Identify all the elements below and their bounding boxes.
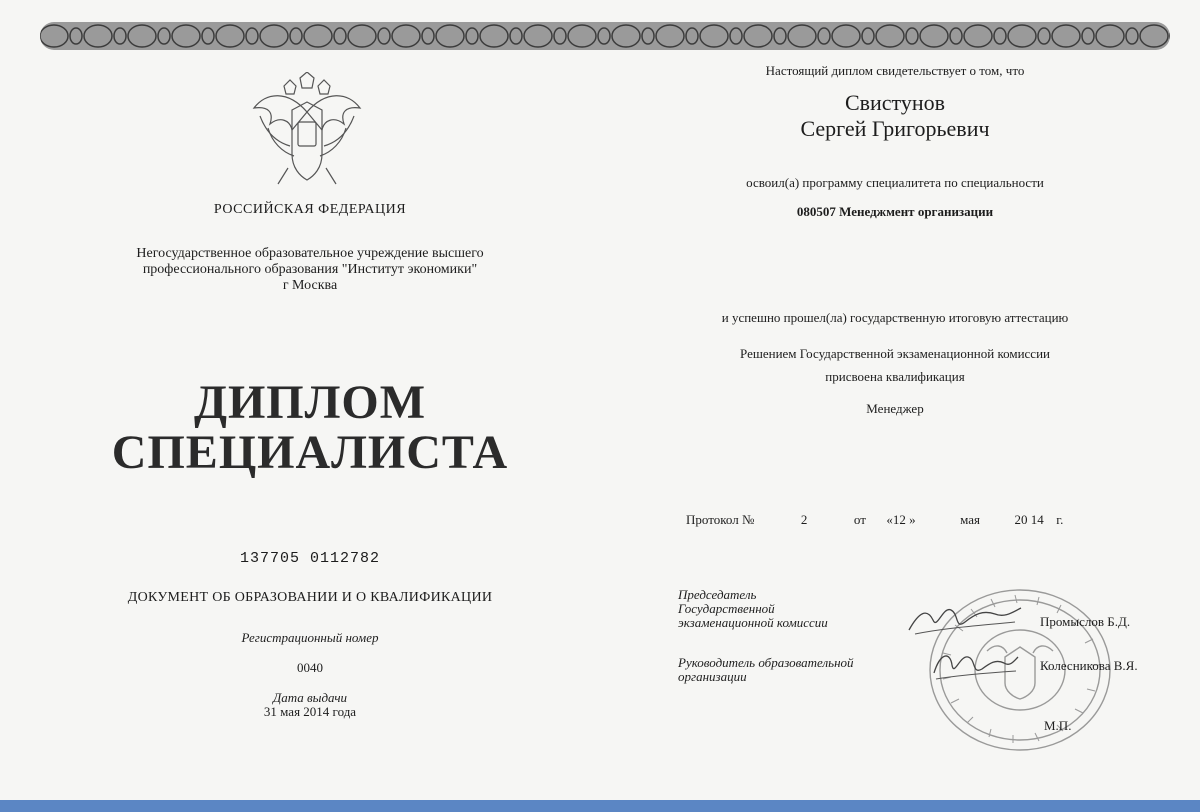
border-ornament	[774, 28, 786, 44]
serial-number: 137705 0112782	[239, 550, 381, 567]
border-ornament	[832, 25, 860, 47]
chair-signature	[905, 600, 1025, 640]
border-ornament	[906, 28, 918, 44]
decorative-border	[40, 22, 1170, 50]
border-ornament	[788, 25, 816, 47]
border-ornament	[1052, 25, 1080, 47]
border-ornament	[466, 28, 478, 44]
border-ornament	[994, 28, 1006, 44]
head-role	[678, 656, 908, 684]
issue-date-label: Дата выдачи	[272, 690, 348, 705]
border-pattern	[40, 22, 1170, 50]
border-ornament	[348, 25, 376, 47]
head-role-line: организации	[678, 669, 747, 684]
protocol-line	[686, 512, 1063, 528]
title-line: СПЕЦИАЛИСТА	[111, 426, 509, 479]
border-ornament	[128, 25, 156, 47]
institution-line: г Москва	[282, 278, 338, 293]
head-name: Колесникова В.Я.	[1040, 658, 1138, 673]
border-ornament	[744, 25, 772, 47]
issue-date: 31 мая 2014 года	[263, 704, 357, 719]
head-role-line: Руководитель образовательной	[678, 655, 854, 670]
protocol-day: «12 »	[886, 512, 916, 527]
border-ornament	[216, 25, 244, 47]
border-ornament	[1096, 25, 1124, 47]
graduate-surname: Свистунов	[844, 90, 946, 115]
protocol-year-suffix: г.	[1056, 512, 1064, 527]
program-statement: освоил(а) программу специалитета по специальности	[746, 175, 1044, 190]
institution-line: профессионального образования "Институт экономики"	[142, 262, 478, 277]
registration-number: 0040	[297, 660, 323, 675]
document-type: ДОКУМЕНТ ОБ ОБРАЗОВАНИИ И О КВАЛИФИКАЦИИ	[127, 590, 493, 605]
graduate-given-names: Сергей Григорьевич	[800, 116, 990, 141]
title-line: ДИПЛОМ	[193, 376, 427, 429]
seal-mark: М.П.	[1044, 718, 1072, 733]
border-ornament	[84, 25, 112, 47]
border-ornament	[598, 28, 610, 44]
border-ornament	[730, 28, 742, 44]
border-ornament	[70, 28, 82, 44]
border-ornament	[1126, 28, 1138, 44]
border-ornament	[304, 25, 332, 47]
specialty: 080507 Менеджмент организации	[796, 204, 994, 219]
border-ornament	[158, 28, 170, 44]
protocol-from-label: от	[853, 512, 866, 527]
border-ornament	[480, 25, 508, 47]
border-ornament	[568, 25, 596, 47]
chair-role-line: экзаменационной комиссии	[678, 615, 828, 630]
border-ornament	[260, 25, 288, 47]
chair-role-line: Государственной	[678, 601, 775, 616]
qualification-assigned: присвоена квалификация	[825, 369, 965, 384]
border-ornament	[700, 25, 728, 47]
border-ornament	[422, 28, 434, 44]
registration-label: Регистрационный номер	[241, 630, 379, 645]
border-ornament	[392, 25, 420, 47]
border-ornament	[378, 28, 390, 44]
border-ornament	[114, 28, 126, 44]
protocol-number: 2	[800, 512, 808, 527]
border-ornament	[818, 28, 830, 44]
border-ornament	[290, 28, 302, 44]
border-ornament	[612, 25, 640, 47]
institution-name	[90, 246, 530, 294]
border-ornament	[862, 28, 874, 44]
certificate-intro: Настоящий диплом свидетельствует о том, что	[765, 63, 1025, 78]
border-ornament	[1140, 25, 1168, 47]
border-ornament	[686, 28, 698, 44]
border-ornament	[436, 25, 464, 47]
border-ornament	[202, 28, 214, 44]
border-ornament	[950, 28, 962, 44]
border-ornament	[524, 25, 552, 47]
protocol-label: Протокол №	[686, 512, 755, 527]
chair-name: Промыслов Б.Д.	[1040, 614, 1131, 629]
protocol-year: 20 14	[1014, 512, 1044, 527]
chair-role	[678, 588, 898, 630]
head-signature	[930, 645, 1020, 685]
state-emblem-icon	[248, 72, 366, 192]
protocol-month: мая	[960, 512, 981, 527]
border-ornament	[920, 25, 948, 47]
border-ornament	[246, 28, 258, 44]
border-ornament	[1008, 25, 1036, 47]
border-ornament	[876, 25, 904, 47]
border-ornament	[40, 25, 68, 47]
border-ornament	[334, 28, 346, 44]
institution-line: Негосударственное образовательное учреждение высшего	[136, 246, 484, 261]
border-ornament	[656, 25, 684, 47]
diploma-title	[80, 378, 540, 478]
border-ornament	[554, 28, 566, 44]
border-ornament	[642, 28, 654, 44]
bottom-bar	[0, 800, 1200, 812]
qualification: Менеджер	[866, 401, 924, 416]
border-ornament	[510, 28, 522, 44]
attestation-statement: и успешно прошел(ла) государственную итоговую аттестацию	[721, 310, 1069, 325]
chair-role-line: Председатель	[678, 587, 757, 602]
border-ornament	[172, 25, 200, 47]
border-ornament	[1038, 28, 1050, 44]
border-ornament	[964, 25, 992, 47]
border-ornament	[1082, 28, 1094, 44]
commission-decision: Решением Государственной экзаменационной комиссии	[740, 346, 1050, 361]
country-name: РОССИЙСКАЯ ФЕДЕРАЦИЯ	[213, 202, 407, 217]
